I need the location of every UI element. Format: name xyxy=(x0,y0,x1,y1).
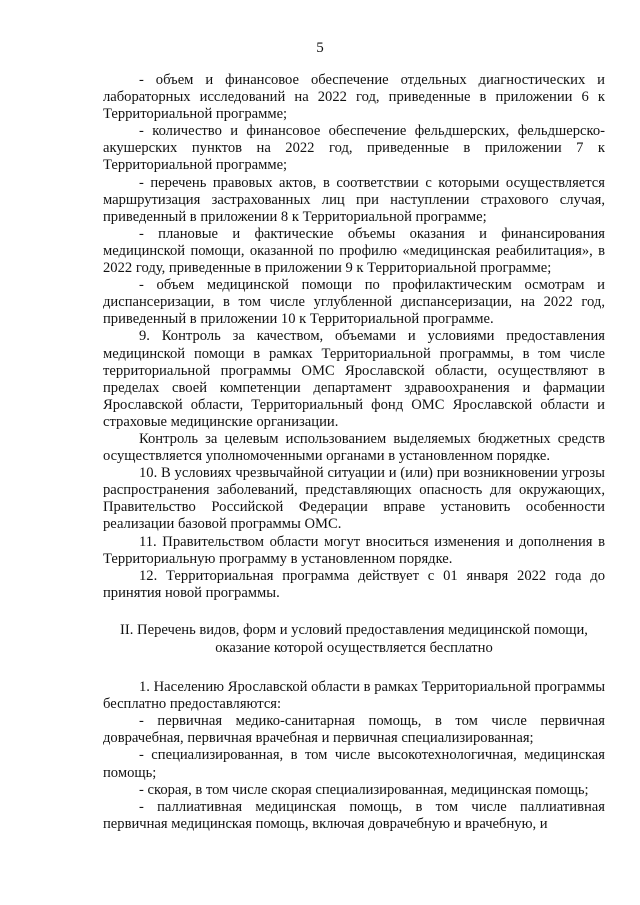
paragraph-item-10-screening: - объем медицинской помощи по профилактическим осмотрам и диспансеризации, в том числе углубленной диспансеризации, на 2022 год, приведенный в приложении 10 к Территориальной программе. xyxy=(103,277,605,328)
paragraph-clause-12: 12. Территориальная программа действует с 01 января 2022 года до принятия новой программы. xyxy=(103,567,605,601)
paragraph-budget-control: Контроль за целевым использованием выделяемых бюджетных средств осуществляется уполномоченными органами в установленном порядке. xyxy=(103,430,605,465)
paragraph-item-8-routing: - перечень правовых актов, в соответствии с которыми осуществляется маршрутизация застрахованных лиц при наступлении страхового случая, приведенный в приложении 8 к Территориальной программе; xyxy=(103,174,605,225)
paragraph-item-7-feldsher-points: - количество и финансовое обеспечение фельдшерских, фельдшерско-акушерских пунктов на 2022 год, приведенные в приложении 7 к Территориальной программе; xyxy=(103,123,605,174)
paragraph-item-9-rehabilitation: - плановые и фактические объемы оказания и финансирования медицинской помощи, оказанной по профилю «медицинская реабилитация», в 2022 году, приведенные в приложении 9 к Территориальной программе; xyxy=(103,225,605,277)
list-item-emergency-care: - скорая, в том числе скорая специализированная, медицинская помощь; xyxy=(139,781,589,798)
paragraph-clause-11: 11. Правительством области могут вноситься изменения и дополнения в Территориальную программу в установленном порядке. xyxy=(103,533,605,567)
paragraph-item-6-volume: - объем и финансовое обеспечение отдельных диагностических и лабораторных исследований на 2022 год, приведенные в приложении 6 к Территориальной программе; xyxy=(103,72,605,123)
paragraph-clause-10: 10. В условиях чрезвычайной ситуации и (или) при возникновении угрозы распространения заболеваний, представляющих опасность для окружающих, Правительство Российской Федерации вправе установить особенности реализации базовой программы ОМС. xyxy=(103,465,605,533)
page-number: 5 xyxy=(316,40,324,56)
list-item-specialized-care: - специализированная, в том числе высокотехнологичная, медицинская помощь; xyxy=(103,747,605,781)
paragraph-clause-9: 9. Контроль за качеством, объемами и условиями предоставления медицинской помощи в рамках Территориальной программы, в том числе территориальной программы ОМС Ярославской области, осуществляют в пределах своей компетенции департамент здравоохранения и фармации Ярославской области, Территориальный фонд ОМС Ярославской области и страховые медицинские организации. xyxy=(103,328,605,430)
paragraph-clause-1: 1. Населению Ярославской области в рамках Территориальной программы бесплатно предоставляются: xyxy=(103,679,605,713)
list-item-palliative-care: - паллиативная медицинская помощь, в том числе паллиативная первичная медицинская помощь, включая доврачебную и врачебную, и xyxy=(103,798,605,832)
section-heading xyxy=(103,622,605,657)
list-item-primary-care: - первичная медико-санитарная помощь, в том числе первичная доврачебная, первичная врачебная и первичная специализированная; xyxy=(103,713,605,747)
section-heading-line-1: II. Перечень видов, форм и условий предоставления медицинской помощи, xyxy=(120,621,588,638)
section-heading-line-2: оказание которой осуществляется бесплатно xyxy=(215,639,493,656)
document-body xyxy=(103,72,605,833)
